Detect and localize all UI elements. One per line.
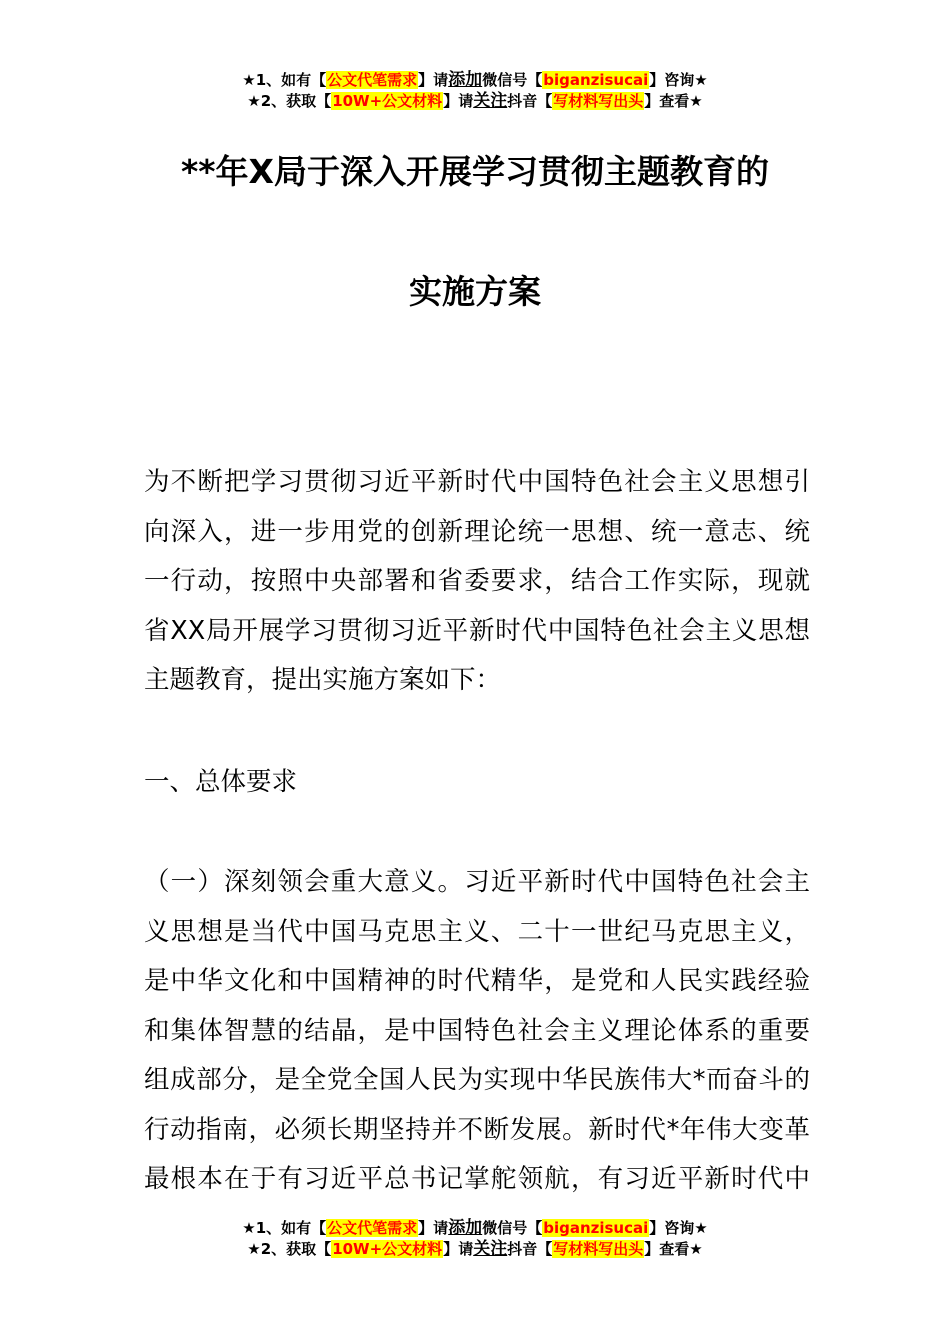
banner-highlight: biganzisucai bbox=[543, 1219, 649, 1237]
banner-text: 】请 bbox=[418, 71, 449, 89]
intro-line: 一行动，按照中央部署和省委要求，结合工作实际，现就 bbox=[144, 566, 810, 596]
banner-highlight: 公文代笔需求 bbox=[327, 71, 418, 89]
banner-text: 微信号【 bbox=[482, 1219, 543, 1237]
banner-text: ★1、如有【 bbox=[242, 71, 327, 89]
banner-highlight: 公文代笔需求 bbox=[327, 1219, 418, 1237]
banner-emphasis: 关注 bbox=[473, 91, 508, 111]
intro-line: 省XX局开展学习贯彻习近平新时代中国特色社会主义思想 bbox=[144, 615, 810, 646]
intro-line: 为不断把学习贯彻习近平新时代中国特色社会主义思想引 bbox=[144, 467, 810, 497]
header-banner bbox=[0, 70, 950, 112]
intro-line: 主题教育，提出实施方案如下： bbox=[144, 665, 502, 695]
banner-highlight: 10W+公文材料 bbox=[332, 1240, 443, 1258]
banner-text: 】请 bbox=[443, 1240, 474, 1258]
paragraph-line: 最根本在于有习近平总书记掌舵领航，有习近平新时代中 bbox=[144, 1164, 810, 1194]
document-title-line-1: **年X局于深入开展学习贯彻主题教育的 bbox=[181, 152, 769, 191]
intro-paragraph bbox=[144, 458, 810, 706]
paragraph-line: 行动指南，必须长期坚持并不断发展。新时代*年伟大变革 bbox=[144, 1114, 810, 1145]
banner-highlight: 10W+公文材料 bbox=[332, 92, 443, 110]
banner-text: ★1、如有【 bbox=[242, 1219, 327, 1237]
banner-text: 】咨询★ bbox=[649, 1219, 708, 1237]
paragraph-line: 义思想是当代中国马克思主义、二十一世纪马克思主义， bbox=[144, 916, 810, 947]
banner-line-2 bbox=[0, 91, 950, 112]
section-paragraph bbox=[144, 858, 810, 1205]
banner-text: 】请 bbox=[443, 92, 474, 110]
banner-highlight: biganzisucai bbox=[543, 71, 649, 89]
banner-text: 】查看★ bbox=[644, 92, 703, 110]
banner-text: ★2、获取【 bbox=[247, 1240, 332, 1258]
paragraph-line: 和集体智慧的结晶，是中国特色社会主义理论体系的重要 bbox=[144, 1015, 810, 1046]
banner-line-1 bbox=[0, 1218, 950, 1239]
banner-highlight: 写材料写出头 bbox=[553, 92, 644, 110]
paragraph-line: 组成部分，是全党全国人民为实现中华民族伟大*而奋斗的 bbox=[144, 1065, 810, 1095]
intro-line: 向深入，进一步用党的创新理论统一思想、统一意志、统 bbox=[144, 516, 810, 547]
banner-text: 微信号【 bbox=[482, 71, 543, 89]
banner-emphasis: 添加 bbox=[448, 1218, 483, 1238]
banner-text: ★2、获取【 bbox=[247, 92, 332, 110]
banner-text: 】查看★ bbox=[644, 1240, 703, 1258]
banner-highlight: 写材料写出头 bbox=[553, 1240, 644, 1258]
banner-emphasis: 添加 bbox=[448, 70, 483, 90]
banner-line-1 bbox=[0, 70, 950, 91]
banner-text: 】咨询★ bbox=[649, 71, 708, 89]
paragraph-line: （一）深刻领会重大意义。习近平新时代中国特色社会主 bbox=[144, 867, 810, 897]
paragraph-line: 是中华文化和中国精神的时代精华，是党和人民实践经验 bbox=[144, 966, 810, 996]
document-title-line-2: 实施方案 bbox=[409, 272, 541, 311]
banner-text: 抖音【 bbox=[507, 92, 553, 110]
footer-banner bbox=[0, 1218, 950, 1260]
banner-emphasis: 关注 bbox=[473, 1239, 508, 1259]
section-heading: 一、总体要求 bbox=[144, 767, 298, 797]
banner-line-2 bbox=[0, 1239, 950, 1260]
banner-text: 】请 bbox=[418, 1219, 449, 1237]
banner-text: 抖音【 bbox=[507, 1240, 553, 1258]
